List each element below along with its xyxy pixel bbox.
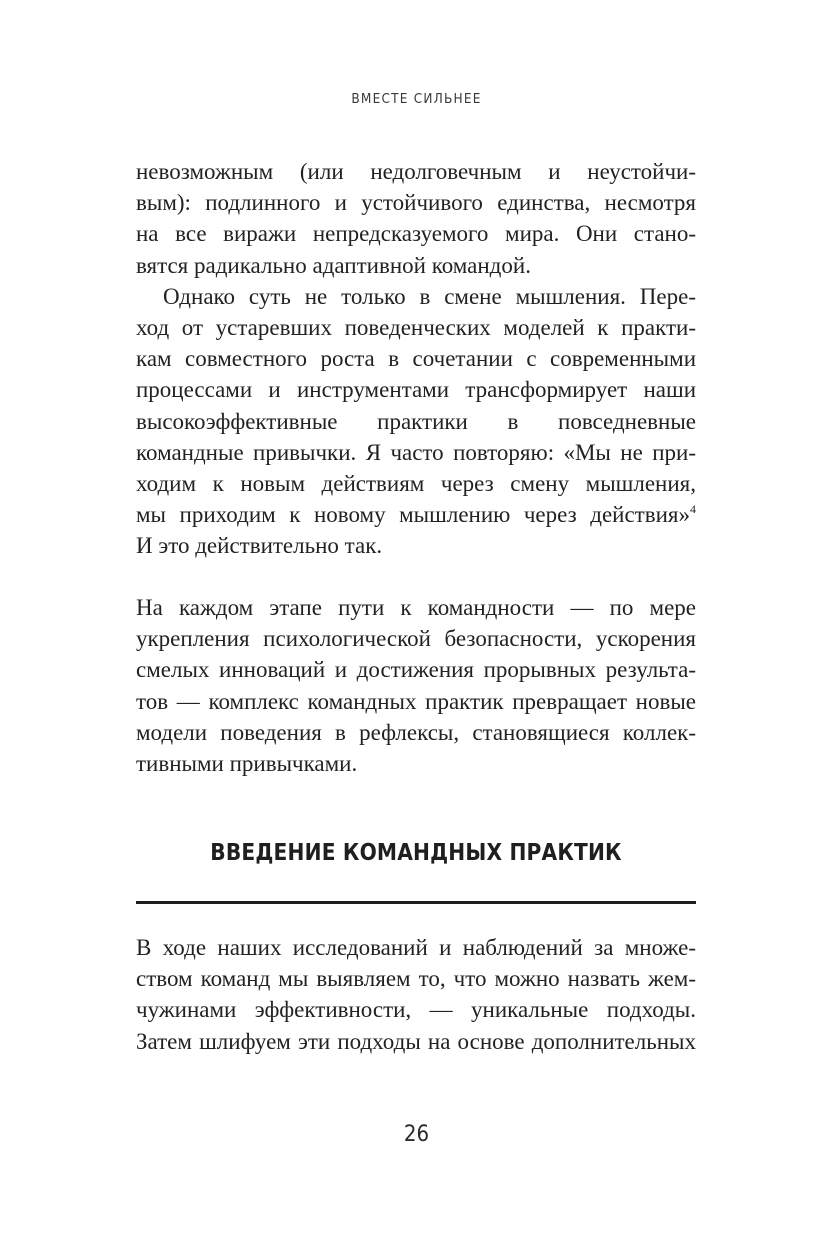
text-line: чужинами эффективности, — уникальные подходы. (136, 997, 696, 1023)
text-line: невозможным (или недолговечным и неустойчи- (136, 159, 696, 184)
paragraph-research (136, 932, 696, 1057)
text-line: модели поведения в рефлексы, становящиеся коллек- (136, 719, 696, 745)
text-line: Затем шлифуем эти подходы на основе дополнительных (136, 1028, 696, 1054)
paragraph-teaming-path (136, 592, 696, 779)
text-line: вятся радикально адаптивной командой. (136, 252, 531, 278)
text-line: И это действительно так. (136, 533, 383, 559)
paragraph-mindset (136, 281, 696, 562)
heading-divider (136, 901, 696, 904)
text-line: смелых инноваций и достижения прорывных результа- (136, 657, 696, 683)
text-line: кам совместного роста в сочетании с современными (136, 346, 696, 372)
text-line: процессами и инструментами трансформирует наши (136, 377, 696, 403)
text-line: В ходе наших исследований и наблюдений за множе- (136, 935, 696, 960)
text-line: командные привычки. Я часто повторяю: «Мы не при- (136, 439, 696, 465)
text-line: укрепления психологической безопасности, ускорения (136, 626, 696, 652)
quote-end-text: мы приходим к новому мышлению через действия» (136, 502, 690, 528)
text-line: высокоэффективные практики в повседневные (136, 408, 696, 434)
footnote-reference[interactable]: 4 (690, 502, 696, 517)
text-line: тивными привычками. (136, 750, 358, 776)
page-number: 26 (403, 1122, 430, 1147)
text-line: вым): подлинного и устойчивого единства, несмотря (136, 190, 696, 216)
text-line: На каждом этапе пути к командности — по мере (136, 595, 696, 620)
text-line: Однако суть не только в смене мышления. Пере- (163, 283, 696, 309)
running-head: ВМЕСТЕ СИЛЬНЕЕ (351, 91, 482, 107)
text-line: тов — комплекс командных практик превращает новые (136, 688, 696, 714)
section-heading: ВВЕДЕНИЕ КОМАНДНЫХ ПРАКТИК (210, 838, 622, 866)
text-line: ход от устаревших поведенческих моделей к практи- (136, 314, 696, 340)
text-line: ходим к новым действиям через смену мышления, (136, 470, 696, 496)
text-line: на все виражи непредсказуемого мира. Они стано- (136, 221, 696, 247)
text-line-with-footnote (136, 499, 696, 530)
text-line: ством команд мы выявляем то, что можно назвать жем- (136, 966, 696, 992)
paragraph-continued (136, 156, 696, 281)
